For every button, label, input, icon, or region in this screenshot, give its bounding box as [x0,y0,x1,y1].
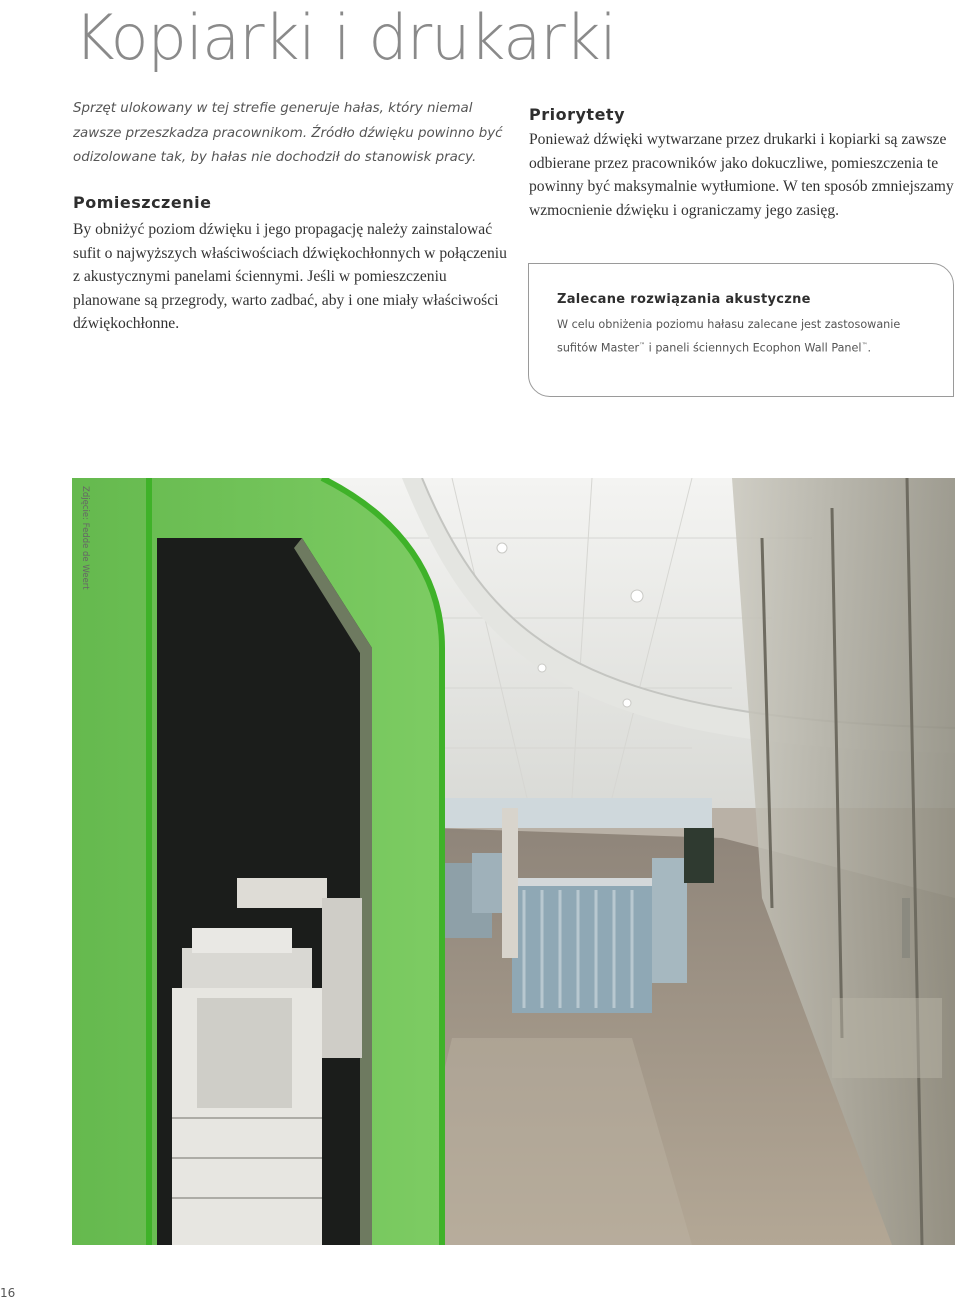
page-number: 16 [0,1286,16,1300]
section-text-room: By obniżyć poziom dźwięku i jego propagację należy zainstalować sufit o najwyższych właściwościach dźwiękochłonnych w połączeniu z akustycznymi panelami ściennymi. Jeśli w pomieszczeniu planowane są przegrody, warto zadbać, aby i one miały właściwości dźwiękochłonne. [73,221,507,332]
recommendation-text [557,314,937,359]
trademark-symbol: ™ [861,342,868,349]
recommendation-text-part: i paneli ściennych Ecophon Wall Panel [645,341,862,355]
photo-credit: Zdjęcie: Fedde de Weert [80,486,90,590]
recommendation-box [528,263,954,397]
section-heading-room: Pomieszczenie [73,193,212,212]
section-heading-priorities: Priorytety [529,105,625,124]
recommendation-text-part: W celu obniżenia poziomu hałasu zalecane jest zastosowanie sufitów Master [557,318,901,355]
trademark-symbol: ™ [639,342,646,349]
section-text-priorities: Ponieważ dźwięki wytwarzane przez drukarki i kopiarki są zawsze odbierane przez pracowników jako dokuczliwe, pomieszczenia te powinny być maksymalnie wytłumione. W ten sposób zmniejszamy wzmocnienie dźwięku i ograniczamy jego zasięg. [529,131,954,219]
office-photo [72,478,955,1245]
office-photo-illustration [72,478,955,1245]
intro-paragraph: Sprzęt ulokowany w tej strefie generuje hałas, który niemal zawsze przeszkadza pracownikom. Źródło dźwięku powinno być odizolowane tak, by hałas nie dochodził do stanowisk pracy. [73,101,503,165]
page-title: Kopiarki i drukarki [74,1,616,74]
recommendation-title: Zalecane rozwiązania akustyczne [557,292,811,307]
recommendation-text-part: . [867,341,872,355]
